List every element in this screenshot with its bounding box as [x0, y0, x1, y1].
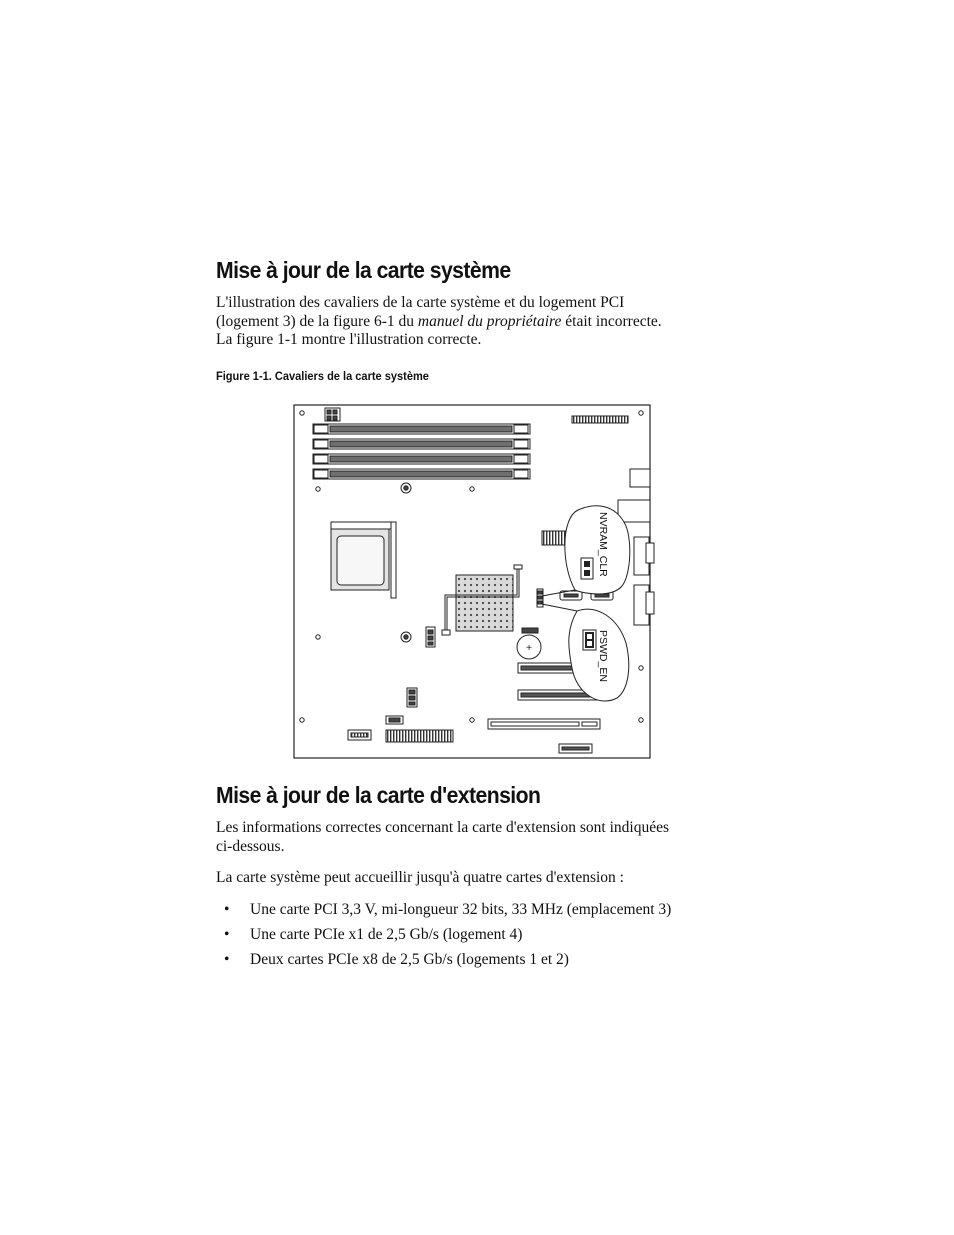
pcie-x1-slot-4 — [559, 744, 592, 753]
dimm-slot-3 — [313, 454, 530, 464]
dimm-slot-2 — [313, 439, 530, 449]
figure-caption: Figure 1-1. Cavaliers de la carte système — [216, 369, 429, 383]
list-item-text: Une carte PCI 3,3 V, mi-longueur 32 bits, 33 MHz (emplacement 3) — [250, 901, 672, 918]
dimm-slot-1 — [313, 424, 530, 434]
para-line-2b: était incorrecte. — [561, 312, 662, 330]
expansion-capacity-paragraph: La carte système peut accueillir jusqu'à quatre cartes d'extension : — [216, 869, 624, 886]
svg-text:+: + — [526, 643, 532, 654]
power-connector-small — [325, 408, 340, 421]
para1-line-1: Les informations correctes concernant la carte d'extension sont indiquées — [216, 819, 669, 836]
pci-slot-3 — [488, 719, 600, 729]
pswd-en-label: PSWD_EN — [597, 630, 609, 682]
bullet-glyph: • — [224, 951, 230, 968]
top-header-connector — [572, 416, 628, 423]
expansion-cards-list — [216, 900, 671, 975]
section-heading-system-board: Mise à jour de la carte système — [216, 257, 511, 283]
list-item — [216, 925, 671, 950]
list-item-text: Une carte PCIe x1 de 2,5 Gb/s (logement 4) — [250, 926, 523, 943]
owners-manual-title: manuel du propriétaire — [417, 312, 562, 330]
list-item — [216, 950, 671, 975]
nvram-clr-label: NVRAM_CLR — [597, 512, 609, 577]
para-line-3: La figure 1-1 montre l'illustration correcte. — [216, 331, 482, 348]
para1-line-2: ci-dessous. — [216, 837, 285, 855]
list-item-text: Deux cartes PCIe x8 de 2,5 Gb/s (logements 1 et 2) — [250, 951, 569, 968]
bullet-glyph: • — [224, 901, 230, 918]
section-heading-expansion-card: Mise à jour de la carte d'extension — [216, 782, 541, 808]
expansion-card-paragraph — [216, 819, 706, 856]
bullet-glyph: • — [224, 926, 230, 943]
para-line-2a: (logement 3) de la figure 6-1 du — [216, 312, 418, 330]
chipset-heatsink — [456, 575, 513, 631]
dimm-slot-4 — [313, 469, 530, 479]
cpu-socket — [331, 522, 396, 598]
fan-header — [426, 627, 435, 647]
list-item — [216, 900, 671, 925]
para-line-1: L'illustration des cavaliers de la carte système et du logement PCI — [216, 294, 625, 311]
